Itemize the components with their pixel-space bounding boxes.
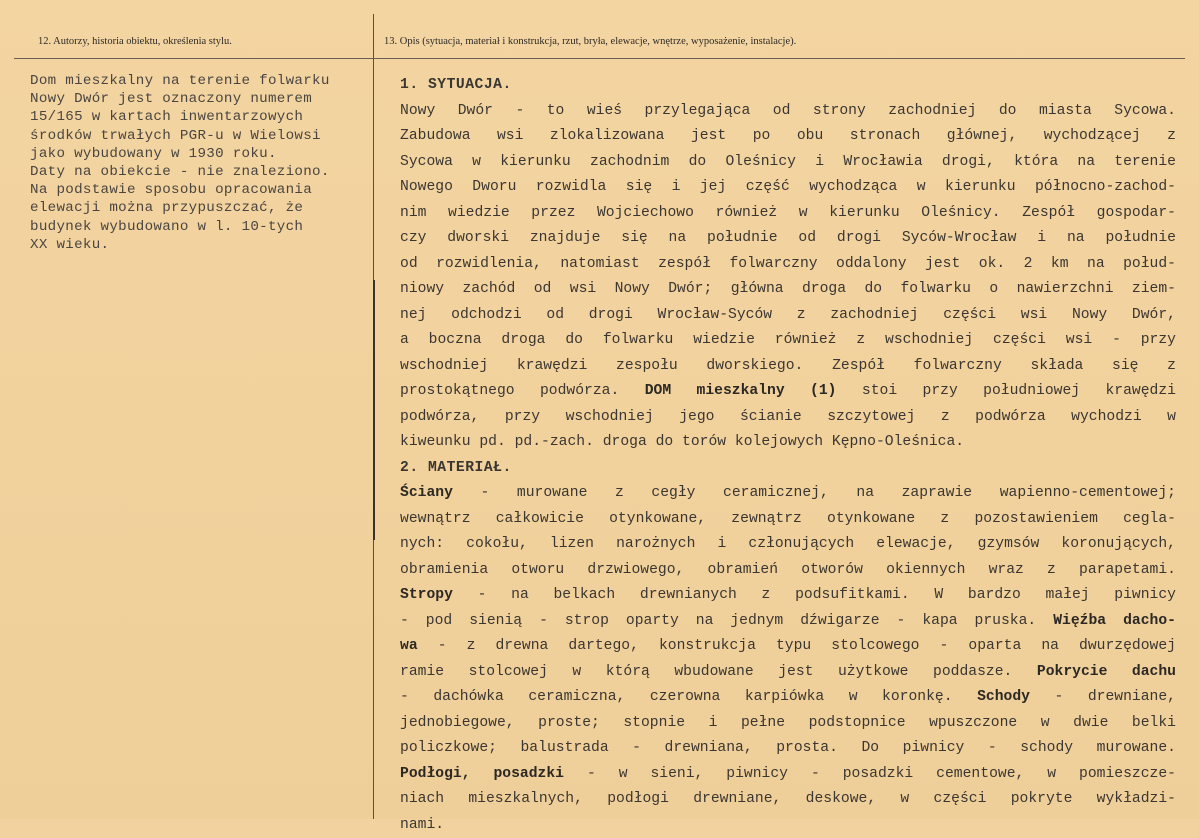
text-line: niowy zachód od wsi Nowy Dwór; główna droga do folwarku o nawierzchni ziem- <box>400 277 1176 303</box>
text-line <box>400 634 1176 660</box>
text-line: budynek wybudowano w l. 10-tych <box>30 218 368 236</box>
bold-term: Pokrycie dachu <box>1037 664 1176 680</box>
text-line <box>400 685 1176 711</box>
text-line: Dom mieszkalny na terenie folwarku <box>30 72 368 90</box>
text-line <box>400 583 1176 609</box>
bold-term: Stropy <box>400 587 453 603</box>
text-line: podwórza, przy wschodniej jego ścianie szczytowej z podwórza wychodzi w <box>400 405 1176 431</box>
text-fragment: - pod sienią - strop oparty na jednym dźwigarze - kapa pruska. <box>400 613 1036 629</box>
text-fragment: ramie stolcowej w którą wbudowane jest użytkowe poddasze. <box>400 664 1012 680</box>
text-line <box>400 762 1176 788</box>
text-line: Sycowa w kierunku zachodnim do Oleśnicy i Wrocławia drogi, która na terenie <box>400 150 1176 176</box>
text-line: Nowy Dwór jest oznaczony numerem <box>30 90 368 108</box>
text-line: środków trwałych PGR-u w Wielowsi <box>30 127 368 145</box>
text-line: nim wiedzie przez Wojciechowo również w kierunku Oleśnicy. Zespół gospodar- <box>400 201 1176 227</box>
text-line <box>400 609 1176 635</box>
text-line: jako wybudowany w 1930 roku. <box>30 145 368 163</box>
text-line <box>400 660 1176 686</box>
text-line: Zabudowa wsi zlokalizowana jest po obu stronach głównej, wychodzącej z <box>400 124 1176 150</box>
text-line: policzkowe; balustrada - drewniana, prosta. Do piwnicy - schody murowane. <box>400 736 1176 762</box>
text-line: wewnątrz całkowicie otynkowane, zewnątrz otynkowane z pozostawieniem cegla- <box>400 507 1176 533</box>
text-line: a boczna droga do folwarku wiedzie również z wschodniej części wsi - przy <box>400 328 1176 354</box>
bold-term: Podłogi, posadzki <box>400 766 564 782</box>
bold-term: DOM mieszkalny (1) <box>645 383 837 399</box>
text-line: czy dworski znajduje się na południe od drogi Syców-Wrocław i na południe <box>400 226 1176 252</box>
text-line: Nowego Dworu rozwidla się i jej część wychodząca w kierunku północno-zachod- <box>400 175 1176 201</box>
text-line: kiweunku pd. pd.-zach. droga do torów kolejowych Kępno-Oleśnica. <box>400 430 1176 456</box>
text-line <box>400 379 1176 405</box>
bold-term: wa <box>400 638 418 654</box>
text-fragment: - z drewna dartego, konstrukcja typu stolcowego - oparta na dwurzędowej <box>438 638 1176 654</box>
text-line: nych: cokołu, lizen narożnych i członujących elewacje, gzymsów koronujących, <box>400 532 1176 558</box>
text-line: nami. <box>400 813 1176 838</box>
bold-term: Schody <box>977 689 1030 705</box>
text-line: elewacji można przypuszczać, że <box>30 199 368 217</box>
text-line: Nowy Dwór - to wieś przylegająca od strony zachodniej do miasta Sycowa. <box>400 99 1176 125</box>
text-fragment: - drewniane, <box>1055 689 1176 705</box>
column-divider-mark <box>373 280 375 540</box>
text-line: jednobiegowe, proste; stopnie i pełne podstopnice wpuszczone w dwie belki <box>400 711 1176 737</box>
description-text <box>400 73 1176 838</box>
text-line: obramienia otworu drzwiowego, obramień otworów okiennych wraz z parapetami. <box>400 558 1176 584</box>
text-line: od rozwidlenia, natomiast zespół folwarczny oddalony jest ok. 2 km na połud- <box>400 252 1176 278</box>
section-12-header: 12. Autorzy, historia obiektu, określenia stylu. <box>38 36 232 47</box>
text-line: niach mieszkalnych, podłogi drewniane, deskowe, w części pokryte wykładzi- <box>400 787 1176 813</box>
section-13-header: 13. Opis (sytuacja, materiał i konstrukcja, rzut, bryła, elewacje, wnętrze, wyposażenie, instalacje). <box>384 36 796 47</box>
section-heading-material: 2. MATERIAŁ. <box>400 456 1176 482</box>
text-fragment: prostokątnego podwórza. <box>400 383 619 399</box>
text-line: Daty na obiekcie - nie znaleziono. <box>30 163 368 181</box>
text-fragment: - w sieni, piwnicy - posadzki cementowe, w pomieszcze- <box>587 766 1176 782</box>
text-line <box>400 481 1176 507</box>
text-line: wschodniej krawędzi zespołu dworskiego. Zespół folwarczny składa się z <box>400 354 1176 380</box>
text-line: XX wieku. <box>30 236 368 254</box>
text-fragment: stoi przy południowej krawędzi <box>862 383 1176 399</box>
text-line: nej odchodzi od drogi Wrocław-Syców z zachodniej części wsi Nowy Dwór, <box>400 303 1176 329</box>
text-fragment: - na belkach drewnianych z podsufitkami. W bardzo małej piwnicy <box>478 587 1176 603</box>
text-fragment: - dachówka ceramiczna, czerowna karpiówka w koronkę. <box>400 689 953 705</box>
bold-term: Ściany <box>400 485 453 501</box>
header-divider <box>14 58 1185 59</box>
authors-history-text <box>30 72 368 254</box>
section-heading-situation: 1. SYTUACJA. <box>400 73 1176 99</box>
text-line: Na podstawie sposobu opracowania <box>30 181 368 199</box>
bold-term: Więźba dacho- <box>1053 613 1176 629</box>
text-line: 15/165 w kartach inwentarzowych <box>30 108 368 126</box>
text-fragment: - murowane z cegły ceramicznej, na zaprawie wapienno-cementowej; <box>480 485 1176 501</box>
